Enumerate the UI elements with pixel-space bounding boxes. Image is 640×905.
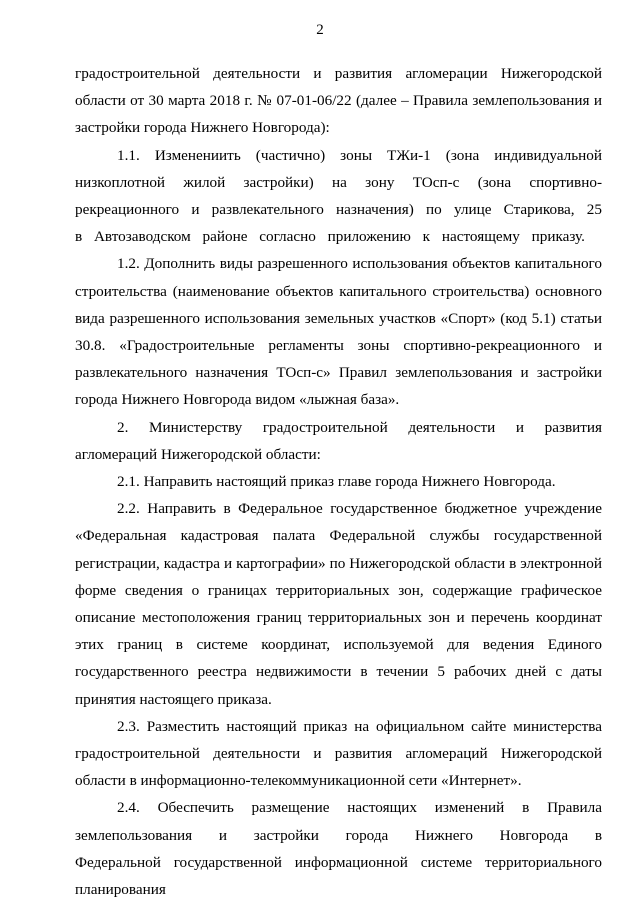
paragraph-2-2: 2.2. Направить в Федеральное государственное бюджетное учреждение «Федеральная кадастровая палата Федеральной службы государственной регистрации, кадастра и картографии» по Нижегородской области в электронной форме сведения о границах территориальных зон, содержащие графическое описание местоположения границ территориальных зон и перечень координат этих границ в системе координат, используемой для ведения Единого государственного реестра недвижимости в течении 5 рабочих дней с даты принятия настоящего приказа. (75, 500, 602, 708)
page-number: 2 (316, 22, 324, 38)
paragraph-intro-continuation: градостроительной деятельности и развития агломерации Нижегородской области от 30 марта 2018 г. № 07-01-06/22 (далее – Правила землепользования и застройки города Нижнего Новгорода): (75, 65, 602, 137)
paragraph-2-1: 2.1. Направить настоящий приказ главе города Нижнего Новгорода. (117, 473, 556, 491)
document-body (75, 60, 602, 903)
paragraph-1-2: 1.2. Дополнить виды разрешенного использования объектов капитального строительства (наименование объектов капитального строительства) основного вида разрешенного использования земельных участков «Спорт» (код 5.1) статьи 30.8. «Градостроительные регламенты зоны спортивно-рекреационного и развлекательного назначения ТОсп-с» Правил землепользования и застройки города Нижнего Новгорода видом «лыжная база». (75, 255, 602, 409)
paragraph-2: 2. Министерству градостроительной деятельности и развития агломераций Нижегородской области: (75, 418, 602, 463)
paragraph-2-3: 2.3. Разместить настоящий приказ на официальном сайте министерства градостроительной деятельности и развития агломераций Нижегородской области в информационно-телекоммуникационной сети «Интернет». (75, 717, 602, 790)
paragraph-2-4: 2.4. Обеспечить размещение настоящих изменений в Правила землепользования и застройки города Нижнего Новгорода в Федеральной государственной информационной системе территориального планирования (75, 799, 602, 899)
paragraph-1-1: 1.1. Изменениить (частично) зоны ТЖи-1 (зона индивидуальной низкоплотной жилой застройки) на зону ТОсп-с (зона спортивно-рекреационного и развлекательного назначения) по улице Старикова, 25 в Автозаводском районе согласно приложению к настоящему приказу. (75, 146, 602, 246)
